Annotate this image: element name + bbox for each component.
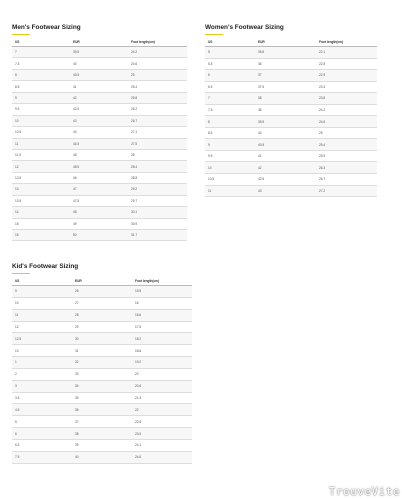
title-accent-line xyxy=(12,273,30,274)
table-cell: 29.7 xyxy=(128,195,187,206)
table-cell: 47.5 xyxy=(70,195,128,206)
table-row xyxy=(12,207,187,218)
kids-sizing-title: Kid's Footwear Sizing xyxy=(12,263,79,270)
table-cell: 40.5 xyxy=(70,69,128,80)
table-cell: 35.5 xyxy=(255,47,316,59)
table-cell: 9.5 xyxy=(205,150,255,162)
table-cell: 16 xyxy=(12,230,70,241)
table-row xyxy=(12,172,187,183)
table-cell: 42 xyxy=(70,92,128,103)
table-cell: 7 xyxy=(205,93,255,105)
table-cell: 45 xyxy=(70,149,128,160)
table-row xyxy=(205,150,377,162)
table-cell: 34 xyxy=(72,380,132,392)
table-cell: 31.7 xyxy=(128,230,187,241)
table-cell: 33 xyxy=(72,368,132,380)
table-row xyxy=(205,116,377,128)
table-cell: 5 xyxy=(205,47,255,59)
table-row xyxy=(205,81,377,93)
table-cell: 43 xyxy=(70,115,128,126)
table-cell: 6 xyxy=(205,70,255,82)
table-cell: 15.5 xyxy=(132,286,192,298)
table-cell: 25.4 xyxy=(128,81,187,92)
table-cell: 10 xyxy=(205,162,255,174)
table-cell: 37 xyxy=(72,416,132,428)
table-row xyxy=(12,104,187,115)
column-header: US xyxy=(12,38,70,47)
column-header: US xyxy=(12,277,72,286)
table-cell: 23.3 xyxy=(316,81,377,93)
table-cell: 6.5 xyxy=(12,439,72,451)
table-row xyxy=(12,286,192,298)
table-cell: 24.2 xyxy=(128,47,187,58)
table-cell: 28.8 xyxy=(128,172,187,183)
column-header: EUR xyxy=(70,38,128,47)
table-cell: 36 xyxy=(72,404,132,416)
table-cell: 13.5 xyxy=(12,195,70,206)
table-row xyxy=(12,149,187,160)
mens-sizing-title: Men's Footwear Sizing xyxy=(12,24,81,31)
table-cell: 45.5 xyxy=(70,161,128,172)
table-row xyxy=(12,345,192,357)
table-cell: 12.5 xyxy=(12,172,70,183)
table-cell: 8.5 xyxy=(12,81,70,92)
table-row xyxy=(12,58,187,69)
table-row xyxy=(12,333,192,345)
table-cell: 44 xyxy=(70,127,128,138)
table-cell: 26.2 xyxy=(128,104,187,115)
table-cell: 16 xyxy=(132,297,192,309)
table-cell: 3.5 xyxy=(12,392,72,404)
table-row xyxy=(12,195,187,206)
table-cell: 29 xyxy=(72,321,132,333)
table-cell: 24.6 xyxy=(316,116,377,128)
table-row xyxy=(12,297,192,309)
table-cell: 40.5 xyxy=(255,139,316,151)
table-header-row xyxy=(12,277,192,286)
column-header: Foot length(cm) xyxy=(316,38,377,47)
table-cell: 39 xyxy=(72,439,132,451)
table-cell: 44.5 xyxy=(70,138,128,149)
table-cell: 25.4 xyxy=(316,139,377,151)
table-cell: 30.9 xyxy=(128,218,187,229)
table-row xyxy=(205,104,377,116)
table-cell: 11 xyxy=(205,185,255,197)
table-cell: 42.5 xyxy=(255,174,316,186)
table-cell: 37 xyxy=(255,70,316,82)
table-cell: 6 xyxy=(12,428,72,440)
table-cell: 6.5 xyxy=(205,81,255,93)
table-cell: 22.8 xyxy=(132,416,192,428)
table-cell: 42.5 xyxy=(70,104,128,115)
table-cell: 38 xyxy=(255,104,316,116)
table-cell: 11 xyxy=(12,309,72,321)
table-cell: 26.3 xyxy=(316,162,377,174)
table-cell: 24.6 xyxy=(128,58,187,69)
table-cell: 42 xyxy=(255,162,316,174)
table-cell: 1 xyxy=(12,357,72,369)
title-accent-line xyxy=(205,34,223,35)
table-cell: 46 xyxy=(70,172,128,183)
table-cell: 37.5 xyxy=(255,81,316,93)
table-cell: 9.5 xyxy=(12,104,70,115)
column-header: EUR xyxy=(255,38,316,47)
table-cell: 7.5 xyxy=(205,104,255,116)
table-row xyxy=(12,127,187,138)
table-cell: 19.2 xyxy=(132,357,192,369)
table-cell: 39.5 xyxy=(255,116,316,128)
table-cell: 23.8 xyxy=(316,93,377,105)
table-row xyxy=(205,47,377,59)
table-row xyxy=(12,451,192,463)
table-row xyxy=(12,309,192,321)
table-cell: 16.6 xyxy=(132,309,192,321)
table-cell: 30 xyxy=(72,333,132,345)
table-cell: 28 xyxy=(128,149,187,160)
table-cell: 5.5 xyxy=(205,58,255,70)
table-row xyxy=(12,81,187,92)
table-cell: 13 xyxy=(12,184,70,195)
table-cell: 43 xyxy=(255,185,316,197)
table-cell: 14 xyxy=(12,207,70,218)
table-cell: 27.5 xyxy=(128,138,187,149)
table-row xyxy=(12,357,192,369)
kids-sizing-table xyxy=(12,277,192,464)
table-cell: 23.5 xyxy=(132,428,192,440)
table-cell: 12.5 xyxy=(12,333,72,345)
table-cell: 25 xyxy=(316,127,377,139)
womens-sizing-table xyxy=(205,38,377,198)
table-row xyxy=(12,428,192,440)
womens-sizing-title: Women's Footwear Sizing xyxy=(205,24,284,31)
table-cell: 18.2 xyxy=(132,333,192,345)
table-row xyxy=(12,184,187,195)
kids-sizing-section xyxy=(12,263,192,464)
table-cell: 24.2 xyxy=(316,104,377,116)
table-cell: 28.4 xyxy=(128,161,187,172)
table-cell: 25 xyxy=(128,69,187,80)
table-cell: 8.5 xyxy=(205,127,255,139)
table-cell: 49 xyxy=(70,218,128,229)
title-accent-line xyxy=(12,34,30,35)
table-row xyxy=(12,69,187,80)
table-row xyxy=(12,321,192,333)
table-row xyxy=(205,93,377,105)
table-cell: 8 xyxy=(205,116,255,128)
table-cell: 7.5 xyxy=(12,451,72,463)
table-row xyxy=(205,127,377,139)
table-cell: 3 xyxy=(12,380,72,392)
table-cell: 9 xyxy=(12,286,72,298)
table-row xyxy=(205,174,377,186)
table-cell: 28 xyxy=(72,309,132,321)
table-cell: 9 xyxy=(205,139,255,151)
table-cell: 25.8 xyxy=(128,92,187,103)
table-cell: 21.3 xyxy=(132,392,192,404)
column-header: EUR xyxy=(72,277,132,286)
table-cell: 41 xyxy=(255,150,316,162)
table-row xyxy=(12,439,192,451)
womens-sizing-section xyxy=(205,24,377,197)
table-cell: 7 xyxy=(12,47,70,58)
table-cell: 27.1 xyxy=(128,127,187,138)
table-cell: 10 xyxy=(12,115,70,126)
table-cell: 41 xyxy=(70,81,128,92)
column-header: US xyxy=(205,38,255,47)
table-header-row xyxy=(205,38,377,47)
table-cell: 24.6 xyxy=(132,451,192,463)
table-cell: 35 xyxy=(72,392,132,404)
table-cell: 8 xyxy=(12,69,70,80)
watermark-text: TrouveVite xyxy=(328,485,400,498)
table-cell: 7.5 xyxy=(12,58,70,69)
table-cell: 12 xyxy=(12,321,72,333)
table-cell: 22.5 xyxy=(316,58,377,70)
table-row xyxy=(12,218,187,229)
table-row xyxy=(205,185,377,197)
column-header: Foot length(cm) xyxy=(132,277,192,286)
column-header: Foot length(cm) xyxy=(128,38,187,47)
table-cell: 24.1 xyxy=(132,439,192,451)
table-cell: 27.2 xyxy=(316,185,377,197)
table-cell: 18.6 xyxy=(132,345,192,357)
table-row xyxy=(205,139,377,151)
table-row xyxy=(12,380,192,392)
table-cell: 11 xyxy=(12,138,70,149)
table-cell: 40 xyxy=(72,451,132,463)
table-cell: 22.1 xyxy=(316,47,377,59)
table-cell: 26.7 xyxy=(316,174,377,186)
table-cell: 39.5 xyxy=(70,47,128,58)
table-cell: 22.9 xyxy=(316,70,377,82)
table-row xyxy=(12,92,187,103)
table-cell: 40 xyxy=(255,127,316,139)
mens-sizing-section xyxy=(12,24,187,241)
table-row xyxy=(12,392,192,404)
table-cell: 10.5 xyxy=(205,174,255,186)
table-cell: 4.5 xyxy=(12,404,72,416)
table-cell: 17.5 xyxy=(132,321,192,333)
table-cell: 38 xyxy=(72,428,132,440)
table-cell: 29.2 xyxy=(128,184,187,195)
table-cell: 5 xyxy=(12,416,72,428)
table-row xyxy=(12,404,192,416)
table-row xyxy=(12,47,187,58)
table-row xyxy=(205,162,377,174)
table-cell: 47 xyxy=(70,184,128,195)
table-cell: 12 xyxy=(12,161,70,172)
table-row xyxy=(12,115,187,126)
table-cell: 11.5 xyxy=(12,149,70,160)
table-cell: 20.6 xyxy=(132,380,192,392)
table-cell: 9 xyxy=(12,92,70,103)
table-cell: 36 xyxy=(255,58,316,70)
table-row xyxy=(12,416,192,428)
table-cell: 10 xyxy=(12,297,72,309)
table-row xyxy=(12,230,187,241)
table-cell: 38 xyxy=(255,93,316,105)
table-cell: 20 xyxy=(132,368,192,380)
table-cell: 15 xyxy=(12,218,70,229)
table-cell: 2 xyxy=(12,368,72,380)
table-cell: 50 xyxy=(70,230,128,241)
table-cell: 27 xyxy=(72,297,132,309)
table-cell: 48 xyxy=(70,207,128,218)
table-cell: 30.1 xyxy=(128,207,187,218)
table-row xyxy=(205,70,377,82)
table-cell: 13 xyxy=(12,345,72,357)
table-header-row xyxy=(12,38,187,47)
table-cell: 26 xyxy=(72,286,132,298)
table-row xyxy=(205,58,377,70)
mens-sizing-table xyxy=(12,38,187,242)
table-cell: 40 xyxy=(70,58,128,69)
table-cell: 32 xyxy=(72,357,132,369)
table-cell: 26.7 xyxy=(128,115,187,126)
table-row xyxy=(12,138,187,149)
table-cell: 25.9 xyxy=(316,150,377,162)
table-cell: 22 xyxy=(132,404,192,416)
table-cell: 10.5 xyxy=(12,127,70,138)
table-row xyxy=(12,368,192,380)
table-row xyxy=(12,161,187,172)
table-cell: 31 xyxy=(72,345,132,357)
